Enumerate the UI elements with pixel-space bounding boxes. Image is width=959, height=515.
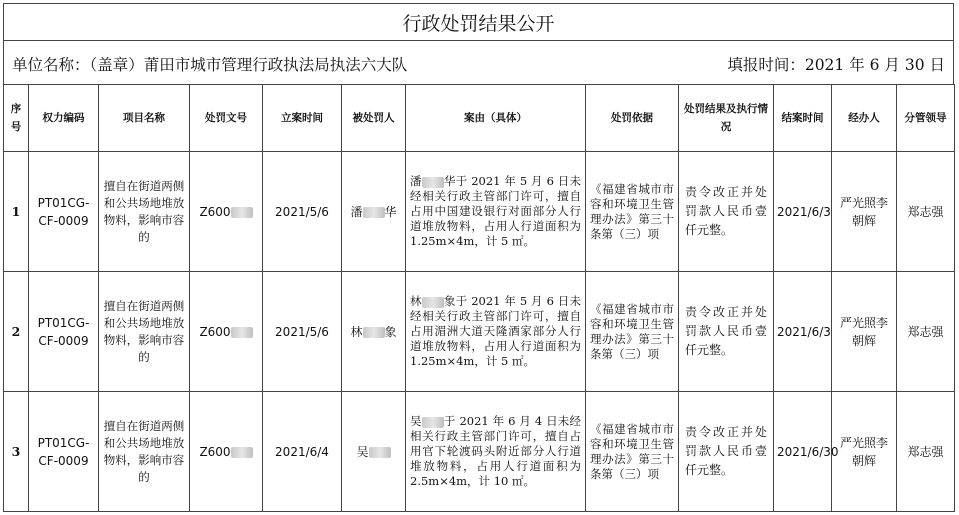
header-filed: 立案时间 (263, 85, 342, 152)
cell-party (342, 392, 406, 512)
cell-leader: 郑志强 (897, 272, 955, 392)
redaction-blur (422, 177, 444, 188)
cell-leader: 郑志强 (897, 392, 955, 512)
cause-text: 华于 2021 年 5 月 6 日未经相关行政主管部门许可，擅自占用中国建设银行对面部分人行道堆放物料，占用人行道面积为 1.25m×4m，计 5 ㎡。 (410, 174, 582, 248)
cell-filed: 2021/5/6 (263, 152, 342, 272)
cell-result: 责令改正并处罚款人民币壹仟元整。 (679, 272, 774, 392)
cell-cause (406, 152, 586, 272)
header-code: 权力编码 (29, 85, 99, 152)
header-doc-no: 处罚文号 (190, 85, 263, 152)
cell-doc-no (190, 392, 263, 512)
redaction-blur (369, 447, 391, 458)
cell-closed: 2021/6/30 (774, 392, 832, 512)
header-handler: 经办人 (832, 85, 897, 152)
header-seq: 序号 (4, 85, 29, 152)
cell-basis: 《福建省城市市容和环境卫生管理办法》第三十条第（三）项 (586, 272, 679, 392)
cell-item: 擅自在街道两侧和公共场地堆放物料，影响市容的 (99, 272, 190, 392)
cell-closed: 2021/6/3 (774, 152, 832, 272)
unit-name: 单位名称：（盖章）莆田市城市管理行政执法局执法六大队 (12, 56, 408, 74)
redaction-blur (231, 447, 253, 458)
header-cause: 案由（具体） (406, 85, 586, 152)
party-name-start: 潘 (350, 204, 363, 219)
redaction-blur (231, 207, 253, 218)
page-title: 行政处罚结果公开 (3, 3, 954, 41)
doc-no-text: Z600 (199, 444, 231, 459)
table-row (4, 152, 955, 272)
cell-seq: 2 (4, 272, 29, 392)
cause-start: 林 (410, 294, 422, 308)
cell-seq: 3 (4, 392, 29, 512)
cell-basis: 《福建省城市市容和环境卫生管理办法》第三十条第（三）项 (586, 152, 679, 272)
cell-code: PT01CG-CF-0009 (29, 392, 99, 512)
cause-start: 潘 (410, 174, 422, 188)
cell-cause (406, 272, 586, 392)
header-party: 被处罚人 (342, 85, 406, 152)
cause-text: 象于 2021 年 5 月 6 日未经相关行政主管部门许可，擅自占用湄洲大道天隆酒家部分人行道堆放物料，占用人行道面积为 1.25m×4m，计 5 ㎡。 (410, 294, 582, 368)
party-name-start: 吴 (356, 444, 369, 459)
cell-doc-no (190, 152, 263, 272)
header-leader: 分管领导 (897, 85, 955, 152)
party-name-start: 林 (350, 324, 363, 339)
table-header-row (4, 85, 955, 152)
doc-no-text: Z600 (199, 324, 231, 339)
redaction-blur (422, 297, 444, 308)
cell-leader: 郑志强 (897, 152, 955, 272)
unit-info-row (3, 41, 954, 84)
cell-party (342, 272, 406, 392)
cell-party (342, 152, 406, 272)
party-name-end: 象 (384, 324, 397, 339)
cell-item: 擅自在街道两侧和公共场地堆放物料，影响市容的 (99, 152, 190, 272)
cell-cause (406, 392, 586, 512)
cell-filed: 2021/5/6 (263, 272, 342, 392)
redaction-blur (363, 327, 385, 338)
redaction-blur (422, 417, 444, 428)
cell-handler: 严光照李朝辉 (832, 272, 897, 392)
cell-handler: 严光照李朝辉 (832, 152, 897, 272)
cause-text: 于 2021 年 6 月 4 日未经相关行政主管部门许可，擅自占用官下轮渡码头附近部分人行道堆放物料，占用人行道面积为 2.5m×4m，计 10 ㎡。 (410, 414, 582, 488)
cell-filed: 2021/6/4 (263, 392, 342, 512)
party-name-end: 华 (384, 204, 397, 219)
cell-code: PT01CG-CF-0009 (29, 152, 99, 272)
cell-basis: 《福建省城市市容和环境卫生管理办法》第三十条第（三）项 (586, 392, 679, 512)
cell-seq: 1 (4, 152, 29, 272)
header-closed: 结案时间 (774, 85, 832, 152)
table-row (4, 272, 955, 392)
redaction-blur (363, 207, 385, 218)
table-row (4, 392, 955, 512)
cell-doc-no (190, 272, 263, 392)
cause-start: 吴 (410, 414, 422, 428)
penalty-table (3, 84, 955, 512)
header-item: 项目名称 (99, 85, 190, 152)
cell-code: PT01CG-CF-0009 (29, 272, 99, 392)
header-basis: 处罚依据 (586, 85, 679, 152)
cell-handler: 严光照李朝辉 (832, 392, 897, 512)
header-result: 处罚结果及执行情况 (679, 85, 774, 152)
cell-result: 责令改正并处罚款人民币壹仟元整。 (679, 152, 774, 272)
report-date: 填报时间：2021 年 6 月 30 日 (727, 56, 945, 74)
cell-item: 擅自在街道两侧和公共场地堆放物料，影响市容的 (99, 392, 190, 512)
redaction-blur (231, 327, 253, 338)
cell-result: 责令改正并处罚款人民币壹仟元整。 (679, 392, 774, 512)
penalty-disclosure-sheet (3, 3, 954, 511)
doc-no-text: Z600 (199, 204, 231, 219)
cell-closed: 2021/6/3 (774, 272, 832, 392)
